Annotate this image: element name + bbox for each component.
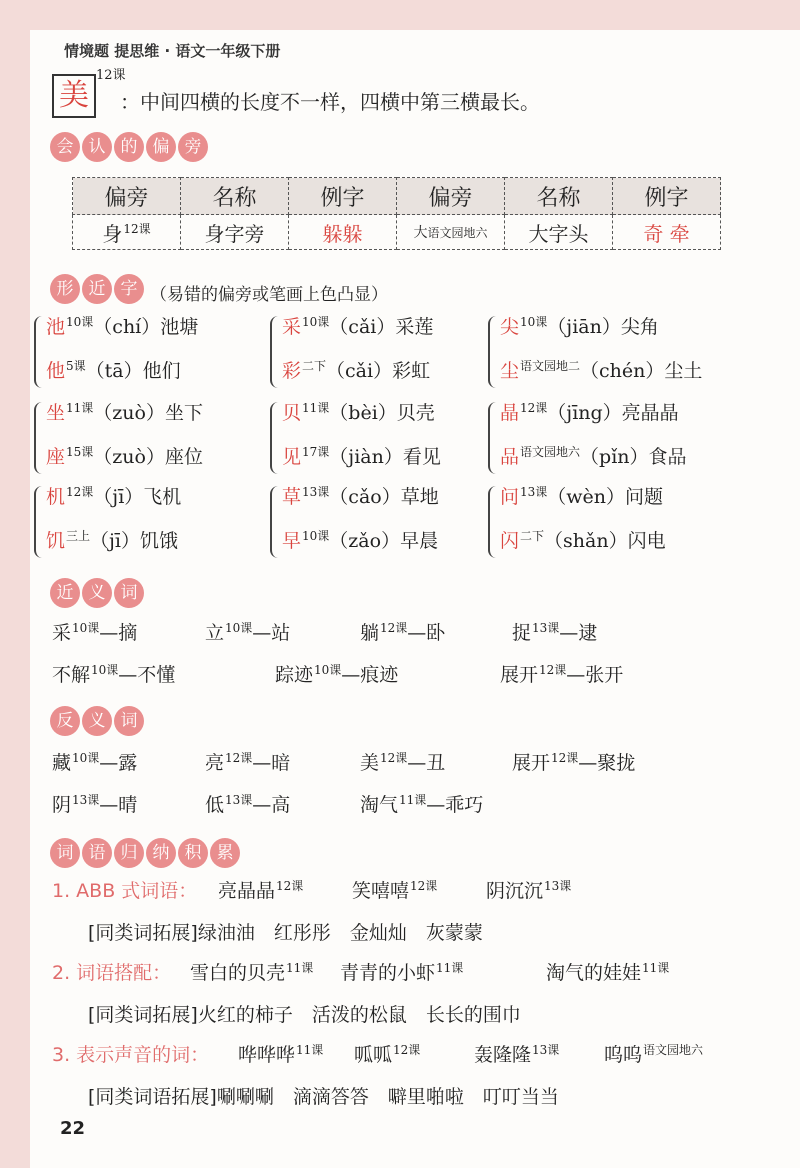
lesson-tag: 13课 — [302, 484, 330, 499]
pair-brace — [270, 402, 280, 474]
lesson-tag: 13课 — [532, 1042, 560, 1057]
word: 踪迹 — [275, 664, 314, 686]
word: 亮晶晶 — [218, 880, 276, 902]
pair-word: —站 — [252, 622, 291, 644]
word-item — [352, 876, 437, 903]
pinyin-word: （zuò）坐下 — [93, 402, 203, 424]
pair-brace — [488, 316, 498, 388]
word-item — [340, 958, 463, 985]
similar-char: 他 — [46, 360, 66, 382]
word: 立 — [205, 622, 225, 644]
word-group-heading — [52, 958, 171, 985]
word-pair — [205, 618, 290, 645]
pair-brace — [34, 402, 44, 474]
word: 不解 — [52, 664, 91, 686]
word: 美 — [360, 752, 380, 774]
similar-char: 品 — [500, 446, 520, 468]
pair-word: —晴 — [99, 794, 138, 816]
word-pair — [52, 660, 175, 687]
pinyin-word: （wèn）问题 — [547, 486, 664, 508]
lesson-tag: 10课 — [72, 620, 100, 635]
pinyin-word: （zǎo）早晨 — [329, 530, 439, 552]
extension-words: 火红的柿子 活泼的松鼠 长长的围巾 — [197, 1004, 521, 1026]
pinyin-word: （jiān）尖角 — [547, 316, 659, 338]
pair-brace — [34, 486, 44, 558]
word-pair — [205, 790, 290, 817]
lesson-tag: 10课 — [225, 620, 253, 635]
pair-word: —卧 — [407, 622, 446, 644]
similar-char-item — [500, 526, 666, 553]
similar-char-item — [500, 482, 663, 509]
pinyin-word: （jī）飞机 — [93, 486, 182, 508]
extension-line — [88, 918, 483, 945]
lesson-tag: 11课 — [399, 792, 427, 807]
similar-char-item — [282, 398, 435, 425]
word-item — [486, 876, 571, 903]
word: 青青的小虾 — [340, 962, 436, 984]
word: 哗哗哗 — [238, 1044, 296, 1066]
lesson-tag: 12课 — [410, 878, 438, 893]
word-pair — [512, 618, 597, 645]
pair-word: —聚拢 — [578, 752, 636, 774]
similar-char-item — [46, 398, 203, 425]
similar-note: （易错的偏旁或笔画上色凸显） — [150, 285, 388, 305]
extension-line — [88, 1000, 521, 1027]
pair-word: —丑 — [407, 752, 446, 774]
similar-char-item — [282, 482, 439, 509]
word: 展开 — [512, 752, 551, 774]
similar-char-item — [46, 482, 181, 509]
lesson-tag: 12课 — [380, 620, 408, 635]
similar-char: 见 — [282, 446, 302, 468]
list-number: 1. — [52, 880, 77, 902]
similar-char-item — [500, 442, 687, 469]
group-label: ABB 式词语： — [76, 880, 198, 902]
similar-char-item — [282, 442, 441, 469]
word: 轰隆隆 — [474, 1044, 532, 1066]
pinyin-word: （zuò）座位 — [93, 446, 203, 468]
lesson-tag: 15课 — [66, 444, 94, 459]
word: 淘气的娃娃 — [546, 962, 642, 984]
similar-char: 早 — [282, 530, 302, 552]
lesson-tag: 5课 — [66, 358, 86, 373]
pair-word: —乖巧 — [426, 794, 484, 816]
lesson-tag: 13课 — [544, 878, 572, 893]
lesson-tag: 10课 — [66, 314, 94, 329]
lesson-tag: 12课 — [380, 750, 408, 765]
word: 阴沉沉 — [486, 880, 544, 902]
similar-char-item — [46, 442, 203, 469]
similar-char: 座 — [46, 446, 66, 468]
pinyin-word: （tā）他们 — [85, 360, 181, 382]
pair-brace — [270, 316, 280, 388]
similar-char: 尖 — [500, 316, 520, 338]
character-box: 美 — [52, 74, 96, 118]
word-group-heading — [52, 876, 197, 903]
pinyin-word: （chén）尘土 — [580, 360, 703, 382]
extension-words: 唰唰唰 滴滴答答 噼里啪啦 叮叮当当 — [216, 1086, 559, 1108]
lesson-tag: 11课 — [642, 960, 670, 975]
word-pair — [500, 660, 623, 687]
word-item — [238, 1040, 323, 1067]
pinyin-word: （cǎi）采莲 — [329, 316, 434, 338]
lesson-tag: 10课 — [302, 528, 330, 543]
lesson-tag: 12课 — [539, 662, 567, 677]
similar-char-item — [46, 312, 198, 339]
similar-char-item — [500, 312, 659, 339]
lesson-tag: 13课 — [225, 792, 253, 807]
page-number: 22 — [60, 1118, 86, 1139]
lesson-tag: 17课 — [302, 444, 330, 459]
pinyin-word: （cǎi）彩虹 — [326, 360, 431, 382]
pair-word: —张开 — [566, 664, 624, 686]
lesson-tag: 二下 — [302, 358, 327, 373]
word: 藏 — [52, 752, 72, 774]
word-pair — [52, 790, 137, 817]
pair-brace — [488, 402, 498, 474]
word-pair — [360, 748, 445, 775]
pair-brace — [270, 486, 280, 558]
extension-words: 绿油油 红彤彤 金灿灿 灰蒙蒙 — [197, 922, 483, 944]
section-title-synonyms: 近 义 词 — [50, 578, 144, 608]
word: 亮 — [205, 752, 225, 774]
word: 展开 — [500, 664, 539, 686]
similar-char: 问 — [500, 486, 520, 508]
similar-char-item — [282, 312, 433, 339]
word: 呜呜 — [604, 1044, 643, 1066]
pair-word: —露 — [99, 752, 138, 774]
section-title-radicals: 会 认 的 偏 旁 — [50, 132, 208, 162]
similar-char: 机 — [46, 486, 66, 508]
lesson-tag: 12课 — [96, 68, 126, 83]
lesson-tag: 二下 — [520, 528, 545, 543]
group-label: 词语搭配： — [76, 962, 172, 984]
word-item — [546, 958, 669, 985]
lesson-tag: 12课 — [225, 750, 253, 765]
section-title-similar: 形 近 字 — [50, 274, 144, 304]
pinyin-word: （jiàn）看见 — [329, 446, 441, 468]
pinyin-word: （chí）池塘 — [93, 316, 199, 338]
lesson-tag: 12课 — [276, 878, 304, 893]
word: 捉 — [512, 622, 532, 644]
word-pair — [205, 748, 290, 775]
lesson-tag: 语文园地六 — [520, 444, 581, 459]
page — [30, 30, 800, 1168]
lesson-tag: 10课 — [91, 662, 119, 677]
similar-char: 草 — [282, 486, 302, 508]
word-pair — [360, 618, 445, 645]
word-pair — [52, 748, 137, 775]
similar-char-item — [500, 398, 679, 425]
pair-word: —痕迹 — [341, 664, 399, 686]
lesson-tag: 12课 — [66, 484, 94, 499]
lesson-tag: 12课 — [551, 750, 579, 765]
word-pair — [360, 790, 483, 817]
similar-char-item — [46, 356, 181, 383]
similar-char: 坐 — [46, 402, 66, 424]
list-number: 2. — [52, 962, 77, 984]
extension-label: [同类词拓展] — [88, 1004, 198, 1026]
similar-char: 采 — [282, 316, 302, 338]
pair-word: —不懂 — [118, 664, 176, 686]
similar-char: 晶 — [500, 402, 520, 424]
pinyin-word: （cǎo）草地 — [329, 486, 439, 508]
lesson-tag: 11课 — [302, 400, 330, 415]
similar-char-item — [46, 526, 178, 553]
similar-char: 尘 — [500, 360, 520, 382]
similar-char: 池 — [46, 316, 66, 338]
pair-word: —暗 — [252, 752, 291, 774]
lesson-tag: 语文园地二 — [520, 358, 581, 373]
list-number: 3. — [52, 1044, 77, 1066]
lesson-tag: 10课 — [520, 314, 548, 329]
word-pair — [512, 748, 635, 775]
pinyin-word: （pǐn）食品 — [580, 446, 687, 468]
lesson-tag: 13课 — [520, 484, 548, 499]
lesson-tag: 12课 — [393, 1042, 421, 1057]
radical-table: 偏旁 名称 例字 偏旁 名称 例字 身$^{12课}$ 身字旁 躲躲 大语文园地六 大字头 奇 牵 — [72, 177, 721, 250]
word-item — [190, 958, 313, 985]
pair-brace — [488, 486, 498, 558]
extension-label: [同类词拓展] — [88, 922, 198, 944]
lesson-tag: 11课 — [286, 960, 314, 975]
word-pair — [52, 618, 137, 645]
pinyin-word: （jī）饥饿 — [90, 530, 178, 552]
word: 笑嘻嘻 — [352, 880, 410, 902]
lesson-tag: 三上 — [66, 528, 91, 543]
pair-word: —摘 — [99, 622, 138, 644]
lesson-tag: 语文园地六 — [643, 1042, 704, 1057]
lesson-tag: 10课 — [72, 750, 100, 765]
pinyin-word: （jīng）亮晶晶 — [547, 402, 679, 424]
intro-text: ：中间四横的长度不一样，四横中第三横最长。 — [120, 90, 540, 114]
similar-char: 彩 — [282, 360, 302, 382]
similar-char: 饥 — [46, 530, 66, 552]
word: 呱呱 — [354, 1044, 393, 1066]
pair-brace — [34, 316, 44, 388]
lesson-tag: 11课 — [66, 400, 94, 415]
section-title-words: 词 语 归 纳 积 累 — [50, 838, 240, 868]
word-item — [354, 1040, 420, 1067]
group-label: 表示声音的词： — [76, 1044, 210, 1066]
lesson-tag: 10课 — [314, 662, 342, 677]
lesson-tag: 10课 — [302, 314, 330, 329]
word: 低 — [205, 794, 225, 816]
word: 阴 — [52, 794, 72, 816]
word-item — [218, 876, 303, 903]
similar-char-item — [282, 526, 438, 553]
lesson-tag: 11课 — [296, 1042, 324, 1057]
extension-label: [同类词语拓展] — [88, 1086, 217, 1108]
similar-char: 贝 — [282, 402, 302, 424]
similar-char: 闪 — [500, 530, 520, 552]
lesson-tag: 13课 — [532, 620, 560, 635]
lesson-tag: 13课 — [72, 792, 100, 807]
section-title-antonyms: 反 义 词 — [50, 706, 144, 736]
word: 采 — [52, 622, 72, 644]
extension-line — [88, 1082, 559, 1109]
lesson-tag: 11课 — [436, 960, 464, 975]
pair-word: —逮 — [559, 622, 598, 644]
running-header: 情境题 提思维 · 语文一年级下册 — [64, 42, 281, 60]
similar-char-item — [282, 356, 430, 383]
similar-char-item — [500, 356, 702, 383]
pinyin-word: （bèi）贝壳 — [329, 402, 435, 424]
word: 淘气 — [360, 794, 399, 816]
pinyin-word: （shǎn）闪电 — [544, 530, 666, 552]
word: 雪白的贝壳 — [190, 962, 286, 984]
word-pair — [275, 660, 398, 687]
word-item — [474, 1040, 559, 1067]
word-group-heading — [52, 1040, 209, 1067]
lesson-tag: 12课 — [520, 400, 548, 415]
pair-word: —高 — [252, 794, 291, 816]
word: 躺 — [360, 622, 380, 644]
word-item — [604, 1040, 703, 1067]
